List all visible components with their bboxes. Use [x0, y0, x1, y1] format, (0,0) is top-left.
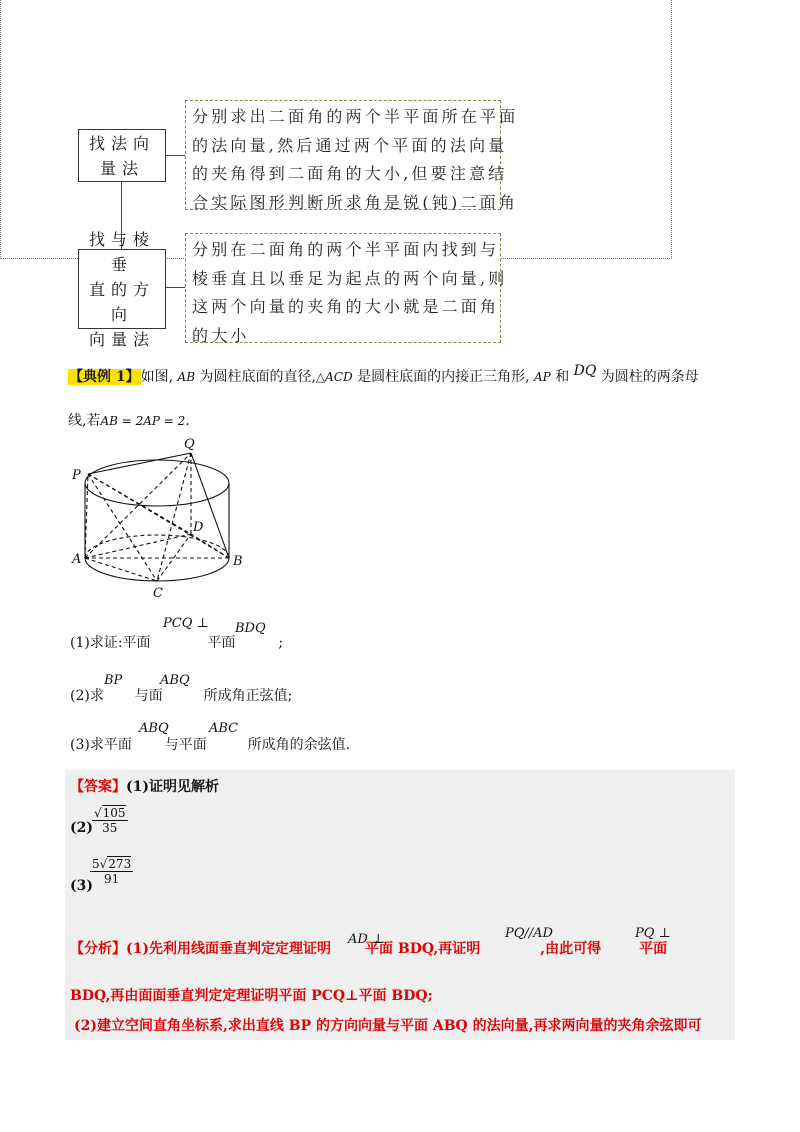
example-line-2: 线,若AB = 2AP = 2.	[68, 413, 190, 429]
question-1: (1)求证:平面 平面 ;	[70, 635, 284, 651]
segment-PB	[88, 474, 229, 558]
q2-bp: BP	[104, 673, 123, 688]
q1-pcq: PCQ ⊥	[163, 616, 209, 631]
segment-PQ	[88, 453, 191, 474]
example-line-1: 【典例 1】如图, AB 为圆柱底面的直径,△ACD 是圆柱底面的内接正三角形, AP 和 DQ 为圆柱的两条母	[69, 363, 699, 385]
analysis-line-3: (2)建立空间直角坐标系,求出直线 BP 的方向向量与平面 ABQ 的法向量,再求两向量的夹角余弦即可	[74, 1018, 702, 1034]
label-D: D	[193, 520, 204, 535]
label-B: B	[233, 554, 243, 569]
answer-3-label: (3)	[70, 878, 93, 894]
q3-abc: ABC	[209, 721, 239, 736]
label-Q: Q	[184, 437, 195, 452]
analysis-ad: AD ⊥	[348, 932, 385, 947]
label-C: C	[153, 586, 163, 601]
method-desc-normal-vector: 分别求出二面角的两个半平面所在平面 的法向量,然后通过两个平面的法向量 的夹角得到二面角的大小,但要注意结 合实际图形判断所求角是锐(钝)二面角	[185, 100, 501, 210]
q2-abq: ABQ	[160, 673, 190, 688]
q1-bdq: BDQ	[235, 621, 266, 636]
example-tag: 【典例 1】	[69, 369, 140, 385]
answer-panel	[65, 770, 735, 1040]
analysis-line-2: BDQ,再由面面垂直判定定理证明平面 PCQ⊥平面 BDQ;	[70, 988, 433, 1004]
segment-PC	[88, 474, 157, 581]
bottom-back-arc	[85, 535, 229, 558]
label-P: P	[72, 468, 81, 483]
bottom-front-arc	[85, 558, 229, 581]
answer-3-fraction: $\frac{5√273}{91}$	[92, 857, 132, 886]
answer-line-1: 【答案】(1)证明见解析	[70, 779, 219, 795]
connector-1	[165, 155, 185, 156]
answer-tag: 【答案】	[70, 779, 126, 795]
analysis-pq: PQ ⊥	[635, 926, 671, 941]
answer-2-label: (2)	[70, 820, 93, 836]
analysis-pq-ad: PQ//AD	[505, 926, 553, 941]
segment-AD	[85, 534, 191, 558]
question-3: (3)求平面 与平面 所成角的余弦值.	[70, 737, 351, 753]
connector-2	[165, 287, 185, 288]
q3-abq: ABQ	[139, 721, 169, 736]
cylinder-figure	[66, 434, 256, 606]
method-label-perpendicular-vector: 找与棱垂 直的方向 向量法	[78, 249, 166, 329]
analysis-tag: 【分析】	[70, 941, 126, 957]
analysis-line-1: 【分析】(1)先利用线面垂直判定定理证明 平面 BDQ,再证明 ,由此可得 平面	[70, 941, 668, 957]
label-A: A	[72, 552, 82, 567]
method-label-normal-vector: 找法向 量法	[78, 129, 166, 182]
answer-2-fraction: $\frac{√105}{35}$	[94, 806, 126, 835]
condition: AB = 2AP = 2	[100, 414, 186, 428]
method-desc-perpendicular-vector: 分别在二面角的两个半平面内找到与 棱垂直且以垂足为起点的两个向量,则 这两个向量的夹角的大小就是二面角 的大小	[185, 233, 501, 343]
question-2: (2)求 与面 所成角正弦值;	[70, 688, 293, 704]
